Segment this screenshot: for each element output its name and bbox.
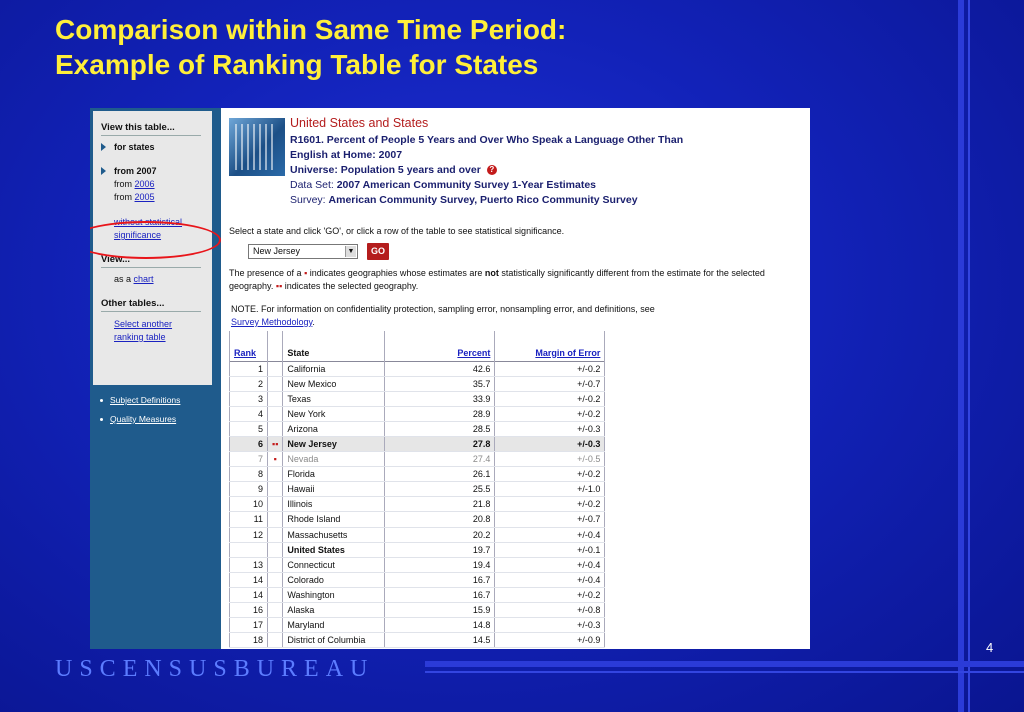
moe-cell: +/-0.4 [495,557,605,572]
main-content [221,108,810,649]
rank-cell: 5 [230,421,268,436]
percent-cell: 19.4 [385,557,495,572]
universe-text: Universe: Population 5 years and over [290,164,481,176]
state-cell: Illinois [283,497,385,512]
rank-column-header[interactable]: Rank [230,331,268,361]
rank-cell: 9 [230,482,268,497]
quality-measures-link[interactable]: Quality Measures [110,414,177,424]
presence-part2: indicates geographies whose estimates are [309,268,483,278]
marker-cell [268,406,283,421]
dropdown-arrow-icon[interactable]: ▼ [345,246,356,257]
table-row[interactable] [230,436,605,451]
sidebar-item-from-2006 [101,179,212,189]
survey-label: Survey: [290,194,326,206]
rank-cell: 4 [230,406,268,421]
percent-cell: 42.6 [385,361,495,376]
quality-measures-item [100,414,180,424]
rank-cell: 13 [230,557,268,572]
rank-cell: 16 [230,603,268,618]
percent-cell: 27.4 [385,452,495,467]
rank-cell: 17 [230,618,268,633]
table-header [290,116,810,208]
moe-cell: +/-0.2 [495,361,605,376]
table-row[interactable] [230,421,605,436]
table-row[interactable] [230,557,605,572]
percent-cell: 27.8 [385,436,495,451]
presence-not: not [484,268,499,278]
table-row[interactable] [230,512,605,527]
marker-column-header [268,331,283,361]
decor-vertical-line [958,0,964,712]
rank-cell: 11 [230,512,268,527]
table-row[interactable] [230,618,605,633]
marker-cell: ▪▪ [268,436,283,451]
from-prefix: from [114,192,132,202]
select-another-line1[interactable]: Select another [114,319,173,329]
table-id-line2: English at Home: 2007 [290,149,403,161]
state-cell: Alaska [283,603,385,618]
sidebar-bottom-links [100,395,180,433]
marker-cell [268,391,283,406]
table-row[interactable] [230,542,605,557]
percent-cell: 20.2 [385,527,495,542]
presence-part1: The presence of a [229,268,302,278]
universe-line [290,163,810,178]
percent-cell: 21.8 [385,497,495,512]
moe-cell: +/-0.9 [495,633,605,648]
slide-title-line2: Example of Ranking Table for States [55,49,539,80]
go-button[interactable]: GO [367,243,389,260]
as-a-label: as a [114,274,132,284]
rank-cell [230,542,268,557]
triangle-right-icon [101,167,106,175]
state-select[interactable] [248,244,358,259]
table-header-row [230,331,605,361]
rank-cell: 14 [230,572,268,587]
marker-cell [268,603,283,618]
double-marker-icon: ▪▪ [275,281,283,291]
presence-part5: indicates the selected geography. [284,281,419,291]
select-another-line2[interactable]: ranking table [114,332,166,342]
sidebar-item-chart [101,274,212,284]
decor-horizontal-line [425,661,1024,667]
table-id-line1: R1601. Percent of People 5 Years and Over Who Speak a Language Other Than [290,134,684,146]
marker-cell [268,361,283,376]
moe-cell: +/-0.7 [495,376,605,391]
state-cell: Arizona [283,421,385,436]
marker-cell [268,527,283,542]
rank-cell: 7 [230,452,268,467]
moe-cell: +/-0.4 [495,572,605,587]
marker-cell [268,557,283,572]
percent-cell: 15.9 [385,603,495,618]
moe-cell: +/-0.3 [495,421,605,436]
state-cell: Texas [283,391,385,406]
from-2007-label: from 2007 [114,166,157,176]
state-cell: Nevada [283,452,385,467]
percent-column-header[interactable]: Percent [385,331,495,361]
state-cell: New Jersey [283,436,385,451]
table-row[interactable] [230,633,605,648]
state-cell: Florida [283,467,385,482]
presence-text [229,267,799,293]
view-table-heading: View this table... [101,122,201,136]
table-row[interactable] [230,467,605,482]
moe-cell: +/-1.0 [495,482,605,497]
chart-link[interactable]: chart [133,274,154,284]
dataset-line [290,178,810,193]
page-number: 4 [986,640,994,655]
state-cell: Hawaii [283,482,385,497]
note-text: NOTE. For information on confidentiality protection, sampling error, nonsampling error, and definitions, see [231,304,655,314]
table-body [230,361,605,648]
table-row[interactable] [230,391,605,406]
state-cell: Connecticut [283,557,385,572]
marker-cell [268,572,283,587]
moe-cell: +/-0.3 [495,618,605,633]
sidebar-item-for-states [101,142,212,152]
table-row[interactable] [230,527,605,542]
marker-cell [268,542,283,557]
survey-line [290,193,810,208]
marker-cell [268,376,283,391]
table-row[interactable] [230,452,605,467]
survey-value: American Community Survey, Puerto Rico Community Survey [328,194,638,206]
moe-column-header[interactable]: Margin of Error [495,331,605,361]
moe-cell: +/-0.2 [495,391,605,406]
percent-cell: 20.8 [385,512,495,527]
percent-cell: 33.9 [385,391,495,406]
rank-cell: 14 [230,587,268,602]
sidebar-item-from-2007 [101,166,212,176]
state-cell: Rhode Island [283,512,385,527]
table-row[interactable] [230,603,605,618]
marker-cell [268,618,283,633]
table-row[interactable] [230,497,605,512]
table-row[interactable] [230,361,605,376]
slide-title-line1: Comparison within Same Time Period: [55,14,567,45]
census-bureau-wordmark: USCENSUSBUREAU [55,656,375,682]
other-tables-heading: Other tables... [101,298,201,312]
subject-definitions-link[interactable]: Subject Definitions [110,395,181,405]
single-marker-icon: ▪ [304,268,308,278]
subject-definitions-item [100,395,180,405]
bullet-icon [100,399,103,402]
moe-cell: +/-0.7 [495,512,605,527]
state-cell: New Mexico [283,376,385,391]
presence-part3: statistically significantly different from the estimate [501,268,701,278]
state-cell: Washington [283,587,385,602]
select-another-link[interactable] [101,318,212,344]
header-title: United States and States [290,116,429,130]
moe-cell: +/-0.2 [495,467,605,482]
table-row[interactable] [230,406,605,421]
moe-cell: +/-0.3 [495,436,605,451]
census-logo-image [229,118,285,176]
state-cell: United States [283,542,385,557]
state-cell: California [283,361,385,376]
presence-part4: for the selected geography. [229,268,765,291]
marker-cell [268,633,283,648]
dataset-value: 2007 American Community Survey 1-Year Estimates [336,179,597,191]
moe-cell: +/-0.4 [495,527,605,542]
ranking-table [229,331,605,648]
decor-horizontal-line-thin [425,671,1024,673]
moe-cell: +/-0.8 [495,603,605,618]
rank-cell: 3 [230,391,268,406]
marker-cell [268,482,283,497]
percent-cell: 14.8 [385,618,495,633]
year-2005-link[interactable]: 2005 [134,192,155,202]
rank-cell: 10 [230,497,268,512]
marker-cell [268,467,283,482]
year-2006-link[interactable]: 2006 [134,179,155,189]
rank-cell: 6 [230,436,268,451]
rank-cell: 1 [230,361,268,376]
percent-cell: 26.1 [385,467,495,482]
state-cell: District of Columbia [283,633,385,648]
state-cell: Maryland [283,618,385,633]
marker-cell [268,421,283,436]
marker-cell [268,587,283,602]
sidebar-item-from-2005 [101,192,212,202]
percent-cell: 25.5 [385,482,495,497]
moe-cell: +/-0.2 [495,406,605,421]
triangle-right-icon [101,143,106,151]
rank-cell: 2 [230,376,268,391]
help-icon[interactable]: ? [487,165,497,175]
survey-methodology-link[interactable]: Survey Methodology [231,317,313,327]
state-cell: Massachusetts [283,527,385,542]
screenshot-panel [90,108,810,649]
moe-cell: +/-0.1 [495,542,605,557]
state-column-header: State [283,331,385,361]
marker-cell [268,512,283,527]
instruction-text: Select a state and click 'GO', or click a row of the table to see statistical significance. [229,226,565,236]
state-cell: New York [283,406,385,421]
state-select-value: New Jersey [253,246,301,256]
percent-cell: 19.7 [385,542,495,557]
state-cell: Colorado [283,572,385,587]
without-significance-line2[interactable]: significance [114,230,162,240]
decor-vertical-line-thin [968,0,970,712]
bullet-icon [100,418,103,421]
moe-cell: +/-0.2 [495,587,605,602]
note-end: . [312,317,315,327]
percent-cell: 35.7 [385,376,495,391]
rank-cell: 12 [230,527,268,542]
marker-cell [268,497,283,512]
moe-cell: +/-0.2 [495,497,605,512]
percent-cell: 16.7 [385,572,495,587]
view-heading: View... [101,254,201,268]
dataset-label: Data Set: [290,179,334,191]
table-row[interactable] [230,572,605,587]
slide-title [55,12,775,82]
percent-cell: 28.9 [385,406,495,421]
for-states-label: for states [114,142,155,152]
table-row[interactable] [230,482,605,497]
percent-cell: 16.7 [385,587,495,602]
percent-cell: 14.5 [385,633,495,648]
percent-cell: 28.5 [385,421,495,436]
rank-cell: 18 [230,633,268,648]
methodology-note [231,303,801,329]
from-prefix: from [114,179,132,189]
marker-cell: ▪ [268,452,283,467]
table-row[interactable] [230,587,605,602]
table-row[interactable] [230,376,605,391]
without-significance-line1[interactable]: without statistical [114,217,183,227]
rank-cell: 8 [230,467,268,482]
moe-cell: +/-0.5 [495,452,605,467]
